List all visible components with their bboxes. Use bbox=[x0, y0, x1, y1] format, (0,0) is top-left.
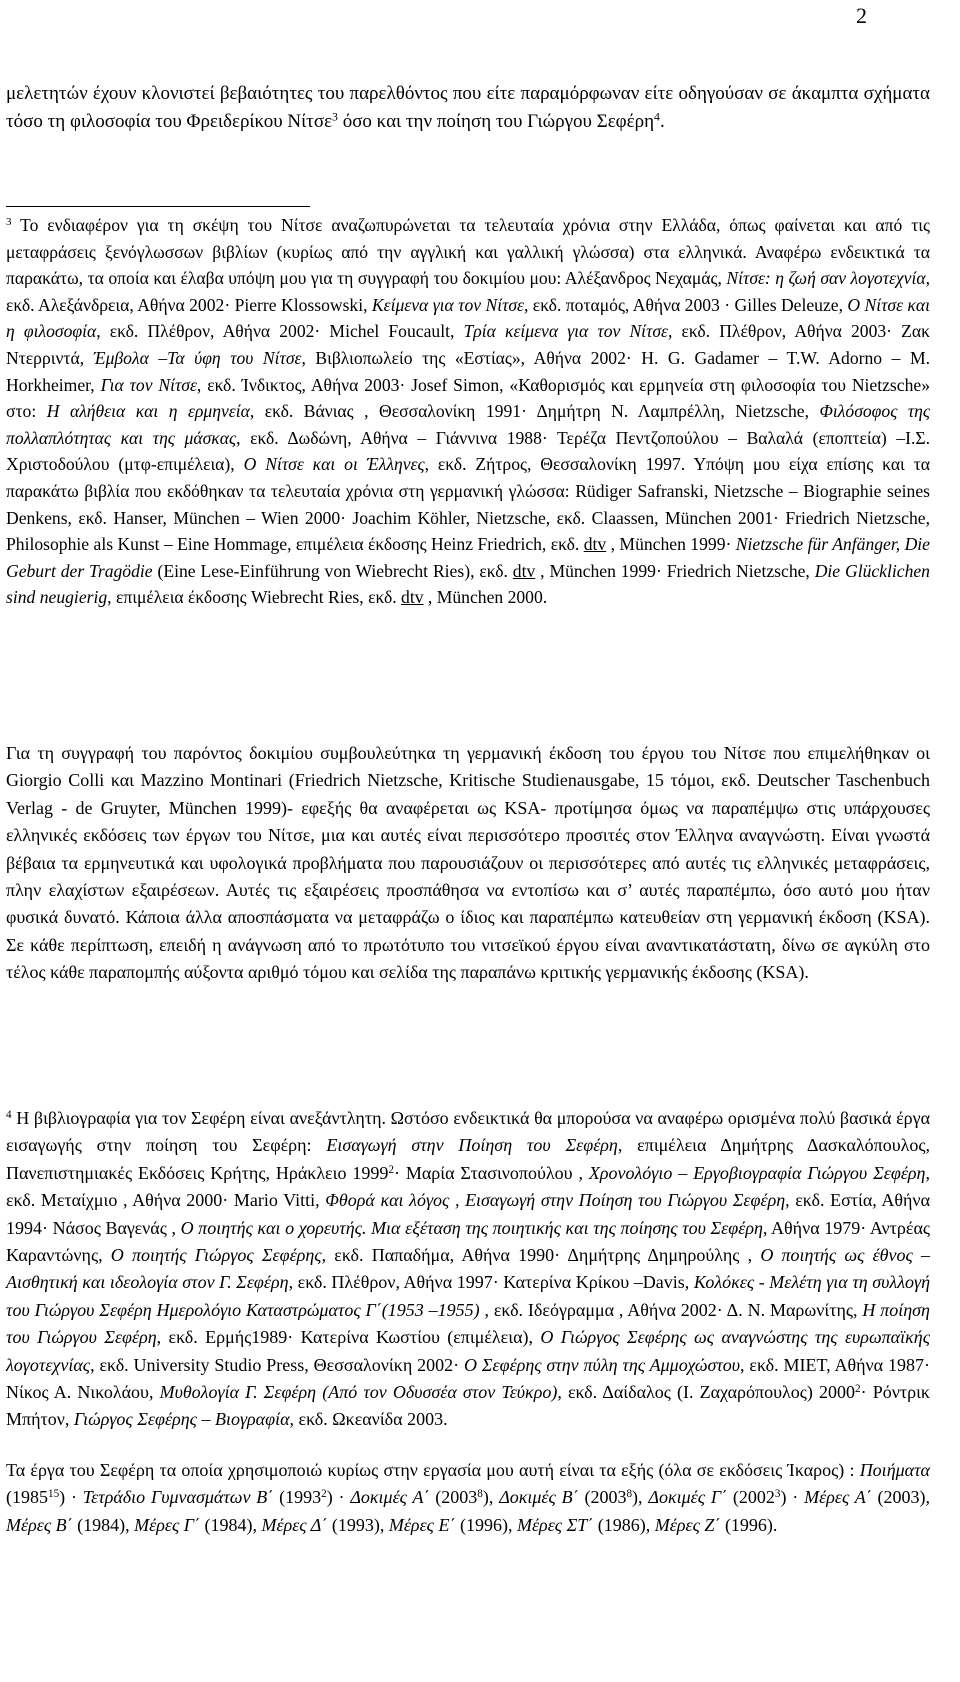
footnote-separator bbox=[6, 206, 310, 207]
footnote-ref-4[interactable]: 4 bbox=[654, 110, 660, 124]
footnote-3: $^3$ Το ενδιαφέρον για τη σκέψη του Νίτσε αναζωπυρώνεται τα τελευταία χρόνια στην Ελλάδα, όπως φαίνεται και από τις μεταφράσεις ξενόγλωσσων βιβλίων (κυρίως από την αγγλική και γαλλική γλώσσα) στα ελληνικά. Αναφέρω ενδεικτικά τα παρακάτω, τα οποία και έλαβα υπόψη μου για τη συγγραφή του δοκιμίου μου: Αλέξανδρος Νεχαμάς, Νίτσε: η ζωή σαν λογοτεχνία, εκδ. Αλεξάνδρεια, Αθήνα 2002· Pierre Klossowski, Κείμενα για τον Νίτσε, εκδ. ποταμός, Αθήνα 2003 · Gilles Deleuze, Ο Νίτσε και η φιλοσοφία, εκδ. Πλέθρον, Αθήνα 2002· Michel Foucault, Τρία κείμενα για τον Νίτσε, εκδ. Πλέθρον, Αθήνα 2003· Ζακ Ντερριντά, Έμβολα –Τα ύφη του Νίτσε, Βιβλιοπωλείο της «Εστίας», Αθήνα 2002· H. G. Gadamer – T.W. Adorno – M. Horkheimer, Για τον Νίτσε, εκδ. Ίνδικτος, Αθήνα 2003· Josef Simon, «Καθορισμός και ερμηνεία στη φιλοσοφία του Nietzsche» στο: Η αλήθεια και η ερμηνεία, εκδ. Βάνιας , Θεσσαλονίκη 1991· Δημήτρη Ν. Λαμπρέλλη, Nietzsche, Φιλόσοφος της πολλαπλότητας και της μάσκας, εκδ. Δωδώνη, Αθήνα – Γιάννινα 1988· Τερέζα Πεντζοπούλου – Βαλαλά (εποπτεία) –Ι.Σ. Χριστοδούλου (μτφ-επιμέλεια), Ο Νίτσε και οι Έλληνες, εκδ. Ζήτρος, Θεσσαλονίκη 1997. Υπόψη μου είχα επίσης και τα παρακάτω βιβλία που εκδόθηκαν τα τελευταία χρόνια στη γερμανική γλώσσα: Rüdiger Safranski, Nietzsche – Biographie seines Denkens, εκδ. Hanser, München – Wien 2000· Joachim Köhler, Nietzsche, εκδ. Claassen, München 2001· Friedrich Nietzsche, Philosophie als Kunst – Eine Hommage, επιμέλεια έκδοσης Heinz Friedrich, εκδ. dtv , München 1999· Nietzsche für Anfänger, Die Geburt der Tragödie (Eine Lese-Einführung von Wiebrecht Ries), εκδ. dtv , München 1999· Friedrich Nietzsche, Die Glücklichen sind neugierig, επιμέλεια έκδοσης Wiebrecht Ries, εκδ. dtv , München 2000. bbox=[6, 215, 931, 608]
footnote-3-continued: Για τη συγγραφή του παρόντος δοκιμίου συμβουλεύτηκα τη γερμανική έκδοση του έργου του Νίτσε που επιμελήθηκαν οι Giorgio Colli και Mazzino Montinari (Friedrich Nietzsche, Kritische Studienausgabe, 15 τόμοι, εκδ. Deutscher Taschenbuch Verlag - de Gruyter, München 1999)- εφεξής θα αναφέρεται ως KSA- προτίμησα όμως να παραπέμψω στις υπάρχουσες ελληνικές εκδόσεις των έργων του Νίτσε, μια και αυτές είναι περισσότερο προσιτές στον Έλληνα αναγνώστη. Είναι γνωστά βέβαια τα ερμηνευτικά και υφολογικά προβλήματα που παρουσιάζουν οι περισσότερες από αυτές τις ελληνικές μεταφράσεις, πλην ελαχίστων εξαιρέσεων. Αυτές τις εξαιρέσεις προσπάθησα να εντοπίσω και σ’ αυτές παραπέμπω, όσο αυτό μου ήταν φυσικά δυνατό. Κάποια άλλα αποσπάσματα να μεταφράζω ο ίδιος και παραπέμπω κατευθείαν στη γερμανική έκδοση (KSA). Σε κάθε περίπτωση, επειδή η ανάγνωση από το πρωτότυπο του νιτσεϊκού έργου είναι αναντικατάστατη, δίνω σε αγκύλη στο τέλος κάθε παραπομπής αύξοντα αριθμό τόμου και σελίδα της παραπάνω κριτικής γερμανικής έκδοσης (KSA). bbox=[6, 743, 930, 983]
footnote-number: 4 bbox=[6, 1108, 12, 1121]
footnote-4-continued: Τα έργα του Σεφέρη τα οποία χρησιμοποιώ κυρίως στην εργασία μου αυτή είναι τα εξής (όλα σε εκδόσεις Ίκαρος) : Ποιήματα $(1985^{15}) \cdot T\varepsilon\tau\rho ά\delta\iota o$ Γυμνασμάτων Β΄ $(1993^2) \cdot \Delta o\kappa\iota\mu έ\varsigma$ Α΄ (2003$^8$), Δοκιμές Β΄ (2003$^8$), Δοκιμές Γ΄ $(2002^3) \cdot Mέ\rho\varepsilon\varsigma$ Α΄ (2003), Μέρες Β΄ (1984), Μέρες Γ΄ (1984), Μέρες Δ΄ (1993), Μέρες Ε΄ (1996), Μέρες ΣΤ΄ (1986), Μέρες Ζ΄ (1996). bbox=[6, 1460, 931, 1535]
footnote-ref-3[interactable]: 3 bbox=[332, 110, 338, 124]
body-paragraph: μελετητών έχουν κλονιστεί βεβαιότητες του παρελθόντος που είτε παραμόρφωναν είτε οδηγούσαν σε άκαμπτα σχήματα τόσο τη φιλοσοφία του Φρειδερίκου Νίτσε$^3$ όσο και την ποίηση του Γιώργου Σεφέρη$^4$. bbox=[6, 83, 930, 132]
footnote-number: 3 bbox=[6, 216, 12, 228]
footnote-4: $^4$ Η βιβλιογραφία για τον Σεφέρη είναι ανεξάντλητη. Ωστόσο ενδεικτικά θα μπορούσα να αναφέρω ορισμένα πολύ βασικά έργα εισαγωγής στην ποίηση του Σεφέρη: Εισαγωγή στην Ποίηση του Σεφέρη, επιμέλεια Δημήτρης Δασκαλόπουλος, Πανεπιστημιακές Εκδόσεις Κρήτης, Ηράκλειο $1999^2\cdot M\alpha\rho ί\alpha$ Στασινοπούλου , Χρονολόγιο – Εργοβιογραφία Γιώργου Σεφέρη, εκδ. Μεταίχμιο , Αθήνα 2000· Mario Vitti, Φθορά και λόγος , Εισαγωγή στην Ποίηση του Γιώργου Σεφέρη, εκδ. Εστία, Αθήνα 1994· Νάσος Βαγενάς , Ο ποιητής και ο χορευτής. Μια εξέταση της ποιητικής και της ποίησης του Σεφέρη, Αθήνα 1979· Αντρέας Καραντώνης, Ο ποιητής Γιώργος Σεφέρης, εκδ. Παπαδήμα, Αθήνα 1990· Δημήτρης Δημηρούλης , Ο ποιητής ως έθνος – Αισθητική και ιδεολογία στον Γ. Σεφέρη, εκδ. Πλέθρον, Αθήνα 1997· Κατερίνα Κρίκου –Davis, Κολόκες - Μελέτη για τη συλλογή του Γιώργου Σεφέρη Ημερολόγιο Καταστρώματος Γ΄(1953 –1955) , εκδ. Ιδεόγραμμα , Αθήνα 2002· Δ. Ν. Μαρωνίτης, Η ποίηση του Γιώργου Σεφέρη, εκδ. Ερμής1989· Κατερίνα Κωστίου (επιμέλεια), Ο Γιώργος Σεφέρης ως αναγνώστης της ευρωπαϊκής λογοτεχνίας, εκδ. University Studio Press, Θεσσαλονίκη 2002· Ο Σεφέρης στην πύλη της Αμμοχώστου, εκδ. ΜΙΕΤ, Αθήνα 1987· Νίκος Α. Νικολάου, Μυθολογία Γ. Σεφέρη (Από τον Οδυσσέα στον Τεύκρο), εκδ. Δαίδαλος (Ι. Ζαχαρόπουλος) $2000^2\cdot Pό\nu\tau\rho\iota\kappa$ Μπήτον, Γιώργος Σεφέρης – Βιογραφία, εκδ. Ωκεανίδα 2003. bbox=[6, 1108, 931, 1430]
page-number: 2 bbox=[856, 3, 867, 28]
